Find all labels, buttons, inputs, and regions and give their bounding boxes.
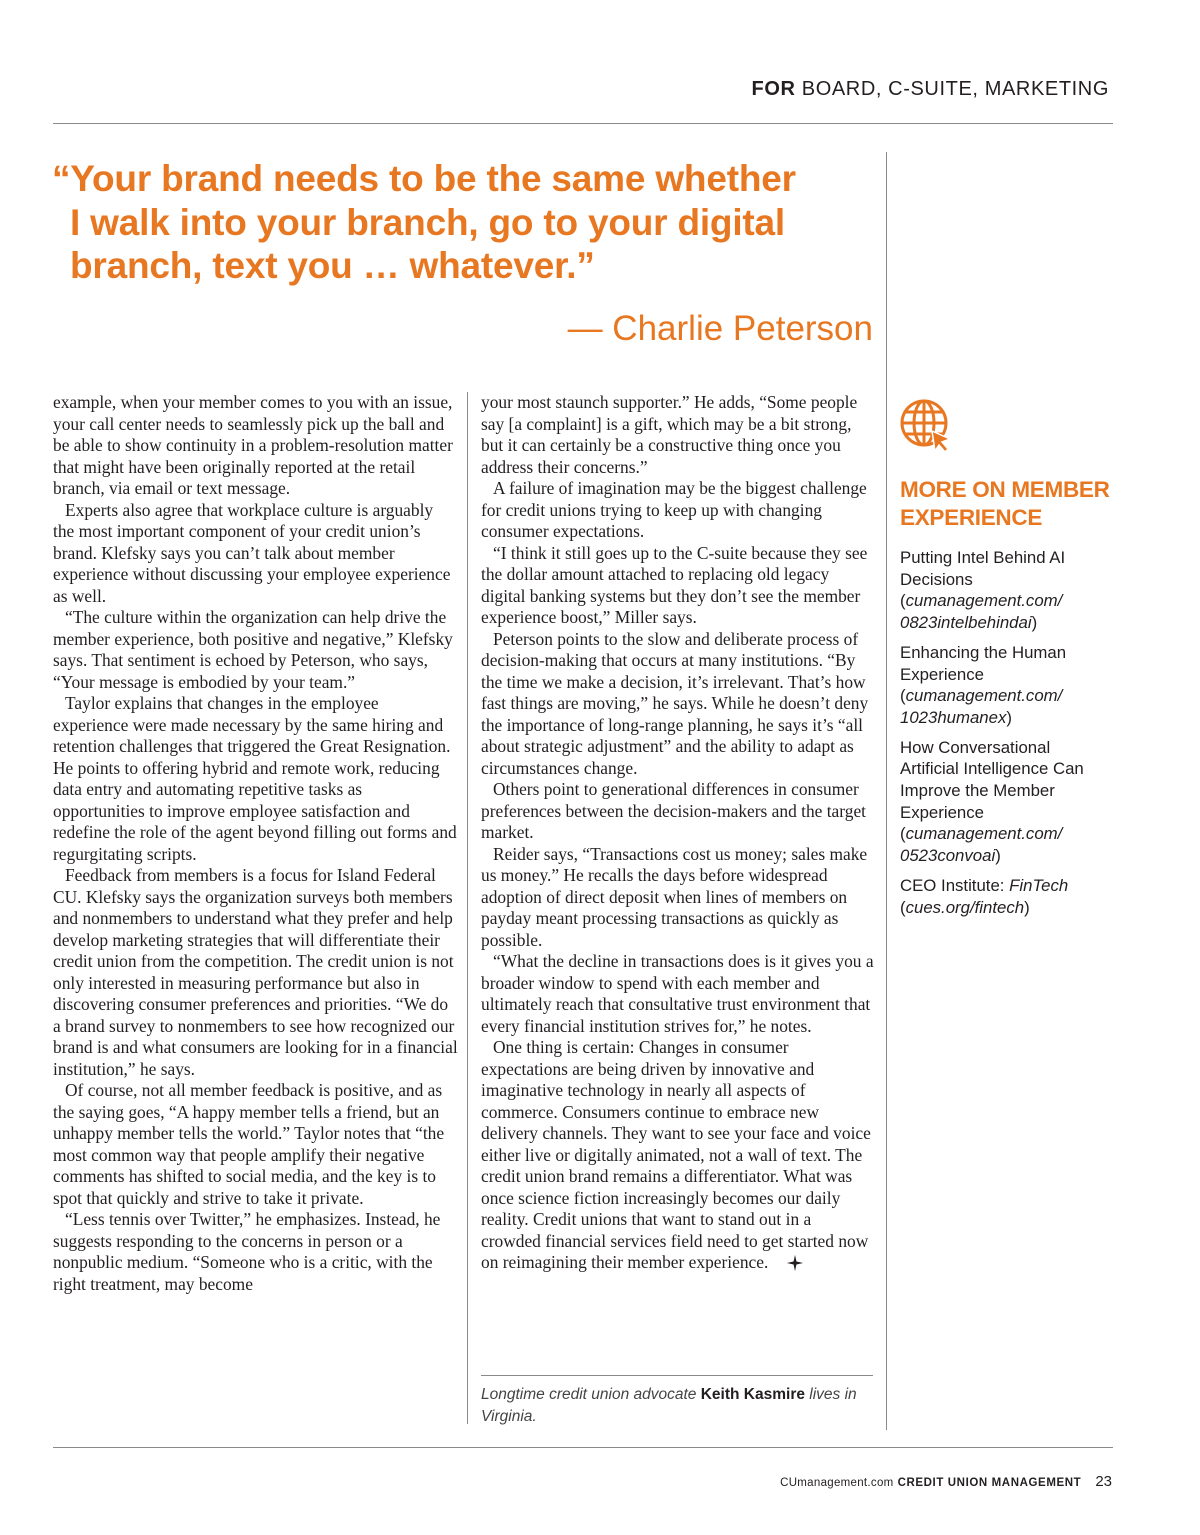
related-link-title: How Conversational Artificial Intelligence Can Improve the Member Experience	[900, 737, 1084, 822]
article-paragraph: Peterson points to the slow and deliberate process of decision-making that occurs at many institutions. “By the time we make a decision, it’s irrelevant. That’s how fast things are moving,” he says. While he doesn’t deny the importance of long-range planning, he says it’s “all about strategic adjustment” and the ability to adapt as circumstances change.	[481, 628, 869, 778]
pull-quote-line: I walk into your branch, go to your digital	[70, 201, 785, 243]
article-paragraph: “I think it still goes up to the C-suite because they see the dollar amount attached to replacing old legacy digital banking systems but they don’t see the member experience boost,” Miller says.	[481, 542, 868, 627]
article-paragraph: “The culture within the organization can help drive the member experience, both positive and negative,” Klefsky says. That sentiment is echoed by Peterson, who says, “Your message is embodied by your team.”	[53, 607, 453, 692]
article-column-1	[53, 392, 458, 1295]
bio-text: lives in Virginia.	[481, 1386, 857, 1425]
footer-magazine-name: CREDIT UNION MANAGEMENT	[897, 1477, 1082, 1489]
related-link-url[interactable]: cues.org/fintech	[905, 897, 1025, 917]
article-paragraph-text: One thing is certain: Changes in consumer expectations are being driven by innovative and imaginative technology in nearly all aspects of commerce. Consumers continue to embrace new delivery channels. They want to see your face and voice either live or digitally animated, not a wall of text. The credit union brand remains a differentiator. What was once science fiction increasingly becomes our daily reality. Credit unions that want to stand out in a crowded financial services field need to get started now on reimagining their member experience.	[481, 1037, 871, 1272]
related-link-item[interactable]: Enhancing the Human Experience (cumanagement.com/ 1023humanex)	[900, 642, 1067, 727]
author-bio	[481, 1384, 873, 1427]
page-footer	[780, 1473, 1112, 1490]
related-link-item[interactable]: CEO Institute: FinTech (cues.org/fintech)	[900, 875, 1069, 917]
pull-quote-line: branch, text you … whatever.”	[70, 245, 595, 286]
end-mark-icon	[786, 1254, 804, 1272]
article-paragraph: Taylor explains that changes in the employee experience were made necessary by the same hiring and retention challenges that triggered the Great Resignation. He points to offering hybrid and remote work, reducing data entry and automating repetitive tasks as opportunities to improve employee satisfaction and redefine the role of the agent beyond filling out forms and regurgitating scripts.	[53, 693, 457, 864]
related-link-title-italic: FinTech	[1009, 875, 1069, 895]
article-column-2	[481, 392, 875, 1274]
article-paragraph: “Less tennis over Twitter,” he emphasizes. Instead, he suggests responding to the concerns in person or a nonpublic medium. “Someone who is a critic, with the right treatment, may become	[53, 1209, 441, 1294]
pull-quote-attribution: — Charlie Peterson	[567, 309, 873, 348]
related-link-title: Putting Intel Behind AI Decisions	[900, 548, 1066, 589]
article-paragraph: A failure of imagination may be the biggest challenge for credit unions trying to keep up with changing consumer expectations.	[481, 478, 867, 541]
bottom-rule	[53, 1447, 1113, 1448]
article-paragraph: Experts also agree that workplace culture is arguably the most important component of your credit union’s brand. Klefsky says you can’t talk about member experience without discussing your employee experience as well.	[53, 499, 451, 606]
article-paragraph: Reider says, “Transactions cost us money; sales make us money.” He recalls the days before widespread adoption of direct deposit when lines of members on payday meant processing transactions as quickly as possible.	[481, 843, 868, 950]
article-paragraph: example, when your member comes to you with an issue, your call center needs to seamlessly pick up the ball and be able to show continuity in a problem-resolution matter that might have been originally reported at the retail branch, via email or text message.	[53, 392, 453, 498]
related-links-list	[900, 547, 1112, 926]
section-tag	[752, 78, 1109, 101]
footer-website[interactable]: CUmanagement.com	[780, 1477, 894, 1489]
top-rule	[53, 123, 1113, 124]
related-link-url[interactable]: cumanagement.com/ 0523convoai	[900, 824, 1063, 866]
page-number: 23	[1095, 1473, 1112, 1490]
article-paragraph: Of course, not all member feedback is positive, and as the saying goes, “A happy member tells a friend, but an unhappy member tells the world.” Taylor notes that “the most common way that people amplify their negative comments has shifted to social media, and the key is to spot that quickly and strive to take it private.	[53, 1080, 445, 1208]
section-tag-for: FOR	[751, 78, 796, 100]
pull-quote-line: “Your brand needs to be the same whether	[52, 158, 796, 199]
pull-quote	[52, 157, 852, 288]
article-paragraph: Others point to generational differences in consumer preferences between the decision-makers and the target market.	[481, 779, 866, 842]
bio-rule	[481, 1375, 873, 1376]
globe-cursor-icon	[898, 397, 954, 453]
article-paragraph: “What the decline in transactions does is it gives you a broader window to spend with each member and ultimately reach that consultative trust environment that every financial institution strives for,” he notes.	[481, 951, 874, 1036]
article-paragraph	[481, 1037, 875, 1274]
related-link-item[interactable]: How Conversational Artificial Intelligence Can Improve the Member Experience (cumanagement.com/ 0523convoai)	[900, 737, 1084, 866]
article-paragraph: your most staunch supporter.” He adds, “Some people say [a complaint] is a gift, which may be a bit strong, but it can certainly be a constructive thing once you address their concerns.”	[481, 392, 858, 477]
column-divider	[467, 392, 468, 1424]
bio-author-name: Keith Kasmire	[700, 1386, 805, 1403]
related-link-title: Enhancing the Human Experience	[900, 642, 1067, 684]
bio-text: Longtime credit union advocate	[481, 1386, 697, 1403]
related-link-url[interactable]: cumanagement.com/ 0823intelbehindai	[900, 591, 1063, 633]
related-link-url[interactable]: cumanagement.com/ 1023humanex	[900, 686, 1063, 727]
sidebar-title: MORE ON MEMBER EXPERIENCE	[900, 477, 1110, 530]
section-tag-audience: BOARD, C-SUITE, MARKETING	[801, 78, 1109, 100]
article-paragraph: Feedback from members is a focus for Island Federal CU. Klefsky says the organization surveys both members and nonmembers to understand what they prefer and help develop marketing strategies that will differentiate their credit union from the competition. The credit union is not only interested in measuring performance but also in discovering consumer preferences and priorities. “We do a brand survey to nonmembers to see how recognized our brand is and what consumers are looking for in a financial institution,” he says.	[53, 865, 458, 1079]
related-link-item[interactable]: Putting Intel Behind AI Decisions (cumanagement.com/ 0823intelbehindai)	[900, 548, 1066, 633]
related-link-title: CEO Institute:	[900, 875, 1005, 895]
sidebar-divider	[886, 152, 887, 1430]
